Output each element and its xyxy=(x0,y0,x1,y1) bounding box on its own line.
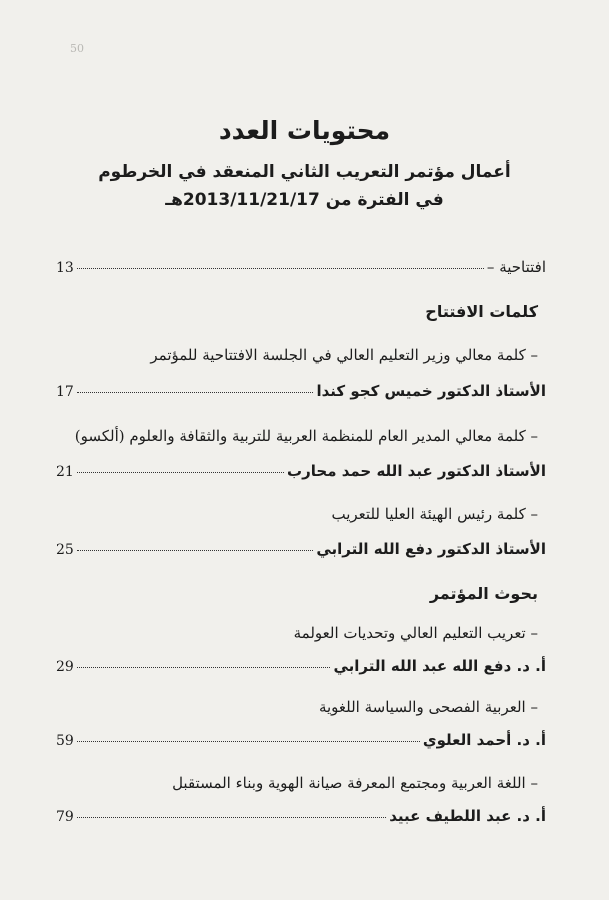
dot-leader xyxy=(77,392,314,393)
toc-item-paper3-title: – اللغة العربية ومجتمع المعرفة صيانة الهوية وبناء المستقبل xyxy=(172,774,538,792)
toc-entry-paper3-author[interactable] xyxy=(56,806,546,827)
toc-item-board-speech: – كلمة رئيس الهيئة العليا للتعريب xyxy=(331,505,538,523)
toc-entry-label: الأستاذ الدكتور خميس كجو كندا xyxy=(316,382,546,400)
section-heading-opening-words: كلمات الافتتاح xyxy=(425,302,538,321)
toc-page-number: 21 xyxy=(56,464,74,480)
dot-leader xyxy=(77,268,484,269)
toc-entry-label: – افتتاحية xyxy=(486,258,546,276)
dot-leader xyxy=(77,817,386,818)
toc-entry-paper1-author[interactable] xyxy=(56,656,546,677)
conference-subtitle: أعمال مؤتمر التعريب الثاني المنعقد في الخرطوم xyxy=(98,162,511,182)
toc-entry-label: أ. د. أحمد العلوي xyxy=(422,731,546,749)
toc-entry-minister-author[interactable] xyxy=(56,381,546,402)
toc-page-number: 25 xyxy=(56,542,74,558)
toc-page-number: 17 xyxy=(56,384,74,400)
toc-entry-opening[interactable] xyxy=(56,257,546,278)
dot-leader xyxy=(77,667,331,668)
toc-entry-label: أ. د. عبد اللطيف عبيد xyxy=(389,807,546,825)
toc-item-alecso-speech: – كلمة معالي المدير العام للمنظمة العربية للتربية والثقافة والعلوم (ألكسو) xyxy=(74,427,538,445)
section-heading-research: بحوث المؤتمر xyxy=(429,584,538,603)
toc-entry-board-author[interactable] xyxy=(56,539,546,560)
page-title: محتويات العدد xyxy=(218,116,391,145)
dot-leader xyxy=(77,472,284,473)
toc-item-minister-speech: – كلمة معالي وزير التعليم العالي في الجلسة الافتتاحية للمؤتمر xyxy=(150,346,538,364)
toc-page-number: 59 xyxy=(56,733,74,749)
dot-leader xyxy=(77,741,420,742)
conference-dates: في الفترة من 2013/11/21/17هـ xyxy=(165,190,444,210)
page-folio: 50 xyxy=(70,42,84,55)
toc-entry-label: الأستاذ الدكتور دفع الله الترابي xyxy=(316,540,546,558)
toc-item-paper1-title: – تعريب التعليم العالي وتحديات العولمة xyxy=(293,624,538,642)
dot-leader xyxy=(77,550,314,551)
toc-page-number: 29 xyxy=(56,659,74,675)
toc-entry-label: أ. د. دفع الله عبد الله الترابي xyxy=(333,657,546,675)
toc-entry-alecso-author[interactable] xyxy=(56,461,546,482)
toc-entry-paper2-author[interactable] xyxy=(56,730,546,751)
toc-page-number: 13 xyxy=(56,260,74,276)
toc-entry-label: الأستاذ الدكتور عبد الله حمد محارب xyxy=(287,462,546,480)
toc-item-paper2-title: – العربية الفصحى والسياسة اللغوية xyxy=(318,698,538,716)
toc-page-number: 79 xyxy=(56,809,74,825)
